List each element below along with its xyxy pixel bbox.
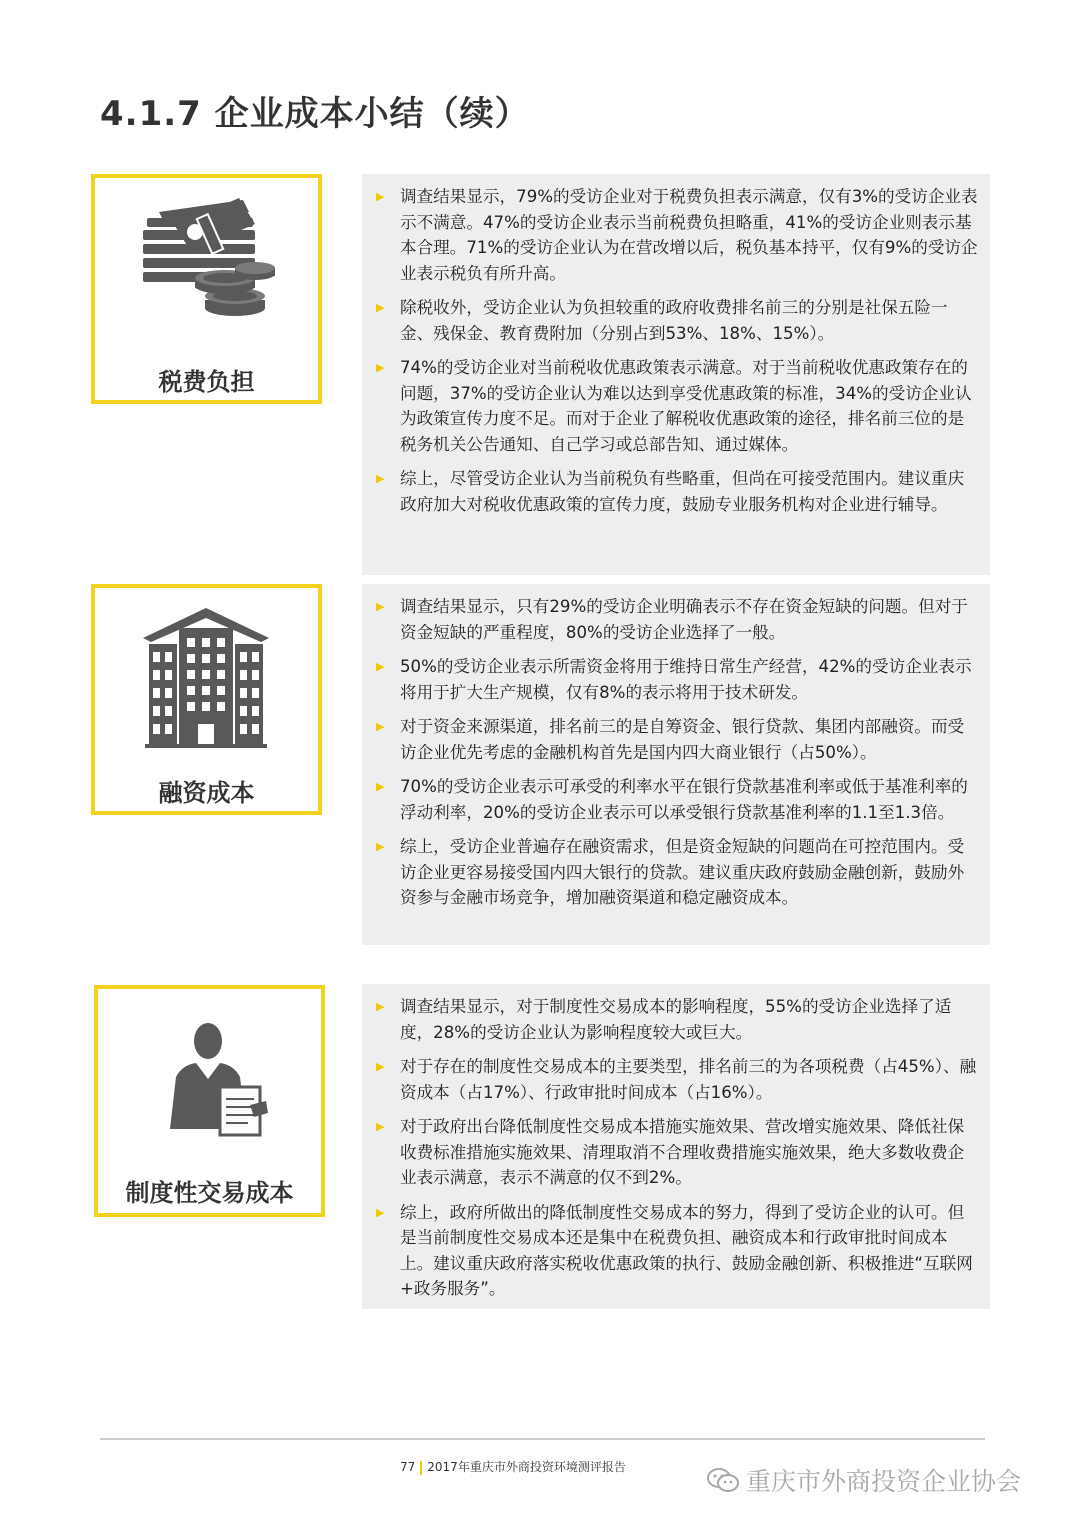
card-label-financing: 融资成本 [158,779,255,807]
page-number: 77 [400,1460,416,1474]
tax-burden-panel [362,174,990,575]
watermark-text: 重庆市外商投资企业协会 [746,1467,1022,1496]
list-item: ▶ 综上，政府所做出的降低制度性交易成本的努力，得到了受访企业的认可。但是当前制度性交易成本还是集中在税费负担、融资成本和行政审批时间成本上。建议重庆政府落实税收优惠政策的执行、鼓励金融创新、积极推进“互联网+政务服务”。 [374,1200,978,1302]
footer-divider [100,1438,985,1440]
bullet-arrow-icon: ▶ [376,840,385,853]
page-title: 4.1.7 企业成本小结（续） [100,94,530,134]
bullet-arrow-icon: ▶ [376,301,385,314]
list-item: ▶ 综上，受访企业普遍存在融资需求，但是资金短缺的问题尚在可控范围内。受访企业更容易接受国内四大银行的贷款。建议重庆政府鼓励金融创新，鼓励外资参与金融市场竞争，增加融资渠道和稳定融资成本。 [374,834,978,911]
list-item: ▶ 除税收外，受访企业认为负担较重的政府收费排名前三的分别是社保五险一金、残保金、教育费附加（分别占到53%、18%、15%）。 [374,295,978,346]
institutional-cost-panel [362,984,990,1309]
watermark [706,1462,1021,1499]
financing-cost-card [91,584,322,815]
list-item: ▶ 综上，尽管受访企业认为当前税负有些略重，但尚在可接受范围内。建议重庆政府加大对税收优惠政策的宣传力度，鼓励专业服务机构对企业进行辅导。 [374,466,978,517]
list-item: ▶ 70%的受访企业表示可承受的利率水平在银行贷款基准利率或低于基准利率的浮动利率，20%的受访企业表示可以承受银行贷款基准利率的1.1至1.3倍。 [374,774,978,825]
bullet-arrow-icon: ▶ [376,472,385,485]
bullet-arrow-icon: ▶ [376,720,385,733]
card-label-institutional: 制度性交易成本 [125,1179,294,1207]
list-item: ▶ 对于存在的制度性交易成本的主要类型，排名前三的为各项税费（占45%）、融资成本（占17%）、行政审批时间成本（占16%）。 [374,1054,978,1105]
list-item: ▶ 调查结果显示，对于制度性交易成本的影响程度，55%的受访企业选择了适度，28%的受访企业认为影响程度较大或巨大。 [374,994,978,1045]
tax-burden-card [91,174,322,404]
page-footer [400,1458,626,1475]
report-title: 2017年重庆市外商投资环境测评报告 [427,1460,626,1474]
financing-cost-panel [362,584,990,945]
list-item: ▶ 对于资金来源渠道，排名前三的是自筹资金、银行贷款、集团内部融资。而受访企业优先考虑的金融机构首先是国内四大商业银行（占50%）。 [374,714,978,765]
institutional-cost-card [94,985,325,1217]
list-item: ▶ 调查结果显示，只有29%的受访企业明确表示不存在资金短缺的问题。但对于资金短缺的严重程度，80%的受访企业选择了一般。 [374,594,978,645]
bullet-arrow-icon: ▶ [376,780,385,793]
bullet-arrow-icon: ▶ [376,1205,385,1219]
bullet-arrow-icon: ▶ [376,660,385,673]
bullet-arrow-icon: ▶ [376,361,385,374]
list-item: ▶ 调查结果显示，79%的受访企业对于税费负担表示满意，仅有3%的受访企业表示不满意。47%的受访企业表示当前税费负担略重，41%的受访企业则表示基本合理。71%的受访企业认为在营改增以后，税负基本持平，仅有9%的受访企业表示税负有所升高。 [374,184,978,286]
wechat-icon [706,1467,740,1499]
bullet-arrow-icon: ▶ [376,1120,385,1133]
bullet-arrow-icon: ▶ [376,190,385,203]
bullet-arrow-icon: ▶ [376,1000,385,1013]
bullet-arrow-icon: ▶ [376,1060,385,1073]
list-item: ▶ 74%的受访企业对当前税收优惠政策表示满意。对于当前税收优惠政策存在的问题，37%的受访企业认为难以达到享受优惠政策的标准，34%的受访企业认为政策宣传力度不足。而对于企业了解税收优惠政策的途径，排名前三位的是税务机关公告通知、自己学习或总部告知、通过媒体。 [374,355,978,457]
card-label-tax: 税费负担 [158,368,255,396]
list-item: ▶ 50%的受访企业表示所需资金将用于维持日常生产经营，42%的受访企业表示将用于扩大生产规模，仅有8%的表示将用于技术研发。 [374,654,978,705]
bullet-arrow-icon: ▶ [376,600,385,613]
list-item: ▶ 对于政府出台降低制度性交易成本措施实施效果、营改增实施效果、降低社保收费标准措施实施效果、清理取消不合理收费措施实施效果，绝大多数收费企业表示满意，表示不满意的仅不到2%。 [374,1114,978,1191]
footer-separator [420,1461,422,1475]
